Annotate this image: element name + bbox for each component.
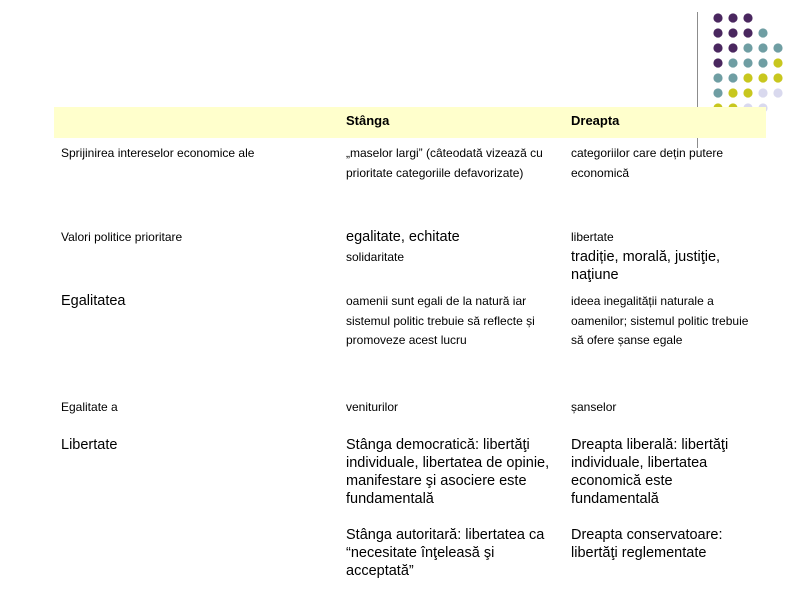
right-political-values-line2: tradiție, morală, justiţie, naţiune bbox=[571, 248, 721, 283]
row-label-political-values: Valori politice prioritare bbox=[61, 230, 183, 244]
right-political-values bbox=[571, 228, 761, 284]
row-label-economic-interests: Sprijinirea intereselor economice ale bbox=[61, 146, 255, 160]
row-label-equality: Egalitatea bbox=[61, 293, 126, 309]
right-equality-of: șanselor bbox=[571, 400, 617, 414]
right-liberty-liberal: Dreapta liberală: libertăţi individuale, libertatea economică este fundamentală bbox=[571, 437, 729, 507]
decorative-dot bbox=[713, 28, 722, 37]
left-political-values-line1: egalitate, echitate bbox=[346, 229, 460, 245]
decorative-dot bbox=[743, 13, 752, 22]
decorative-dot bbox=[773, 88, 782, 97]
table-header-band bbox=[54, 107, 766, 138]
column-header-left: Stânga bbox=[346, 113, 390, 128]
right-liberty-conservative: Dreapta conservatoare: libertăţi reglementate bbox=[571, 527, 723, 561]
decorative-dot bbox=[728, 73, 737, 82]
row-label-equality-of: Egalitate a bbox=[61, 400, 118, 414]
decorative-dot bbox=[743, 73, 752, 82]
decorative-dot bbox=[773, 43, 782, 52]
decorative-dot bbox=[743, 28, 752, 37]
right-economic-interests: categoriilor care dețin putere economică bbox=[571, 146, 724, 180]
decorative-dot bbox=[728, 28, 737, 37]
left-liberty bbox=[346, 436, 561, 580]
left-liberty-democratic: Stânga democratică: libertăţi individuale, libertatea de opinie, manifestare şi asociere este fundamentală bbox=[346, 437, 550, 507]
decorative-dot bbox=[743, 88, 752, 97]
right-political-values-line1: libertate bbox=[571, 230, 614, 244]
decorative-dot bbox=[713, 43, 722, 52]
decorative-dot bbox=[728, 58, 737, 67]
decorative-dot bbox=[713, 88, 722, 97]
decorative-dot bbox=[728, 43, 737, 52]
left-economic-interests: „maselor largi” (câteodată vizează cu prioritate categoriile defavorizate) bbox=[346, 146, 543, 180]
decorative-dot bbox=[728, 88, 737, 97]
decorative-dot bbox=[758, 28, 767, 37]
decorative-dot bbox=[773, 73, 782, 82]
decorative-dot bbox=[713, 58, 722, 67]
decorative-dot bbox=[758, 58, 767, 67]
decorative-dot bbox=[713, 13, 722, 22]
row-label-liberty: Libertate bbox=[61, 437, 118, 453]
left-political-values bbox=[346, 228, 561, 267]
decorative-dot bbox=[743, 58, 752, 67]
decorative-dot bbox=[758, 88, 767, 97]
decorative-dot bbox=[758, 73, 767, 82]
column-header-right: Dreapta bbox=[571, 113, 620, 128]
decorative-dot bbox=[758, 43, 767, 52]
left-equality: oamenii sunt egali de la natură iar sistemul politic trebuie să reflecte și promoveze acest lucru bbox=[346, 294, 535, 347]
right-equality: ideea inegalității naturale a oamenilor; sistemul politic trebuie să ofere șanse egale bbox=[571, 294, 749, 347]
left-liberty-authoritarian: Stânga autoritară: libertatea ca “necesitate înţeleasă şi acceptată” bbox=[346, 527, 545, 579]
decorative-dot bbox=[773, 58, 782, 67]
decorative-dot bbox=[728, 13, 737, 22]
decorative-dot bbox=[743, 43, 752, 52]
left-equality-of: veniturilor bbox=[346, 400, 399, 414]
left-political-values-line2: solidaritate bbox=[346, 249, 405, 264]
right-liberty bbox=[571, 436, 761, 562]
decorative-dot bbox=[713, 73, 722, 82]
